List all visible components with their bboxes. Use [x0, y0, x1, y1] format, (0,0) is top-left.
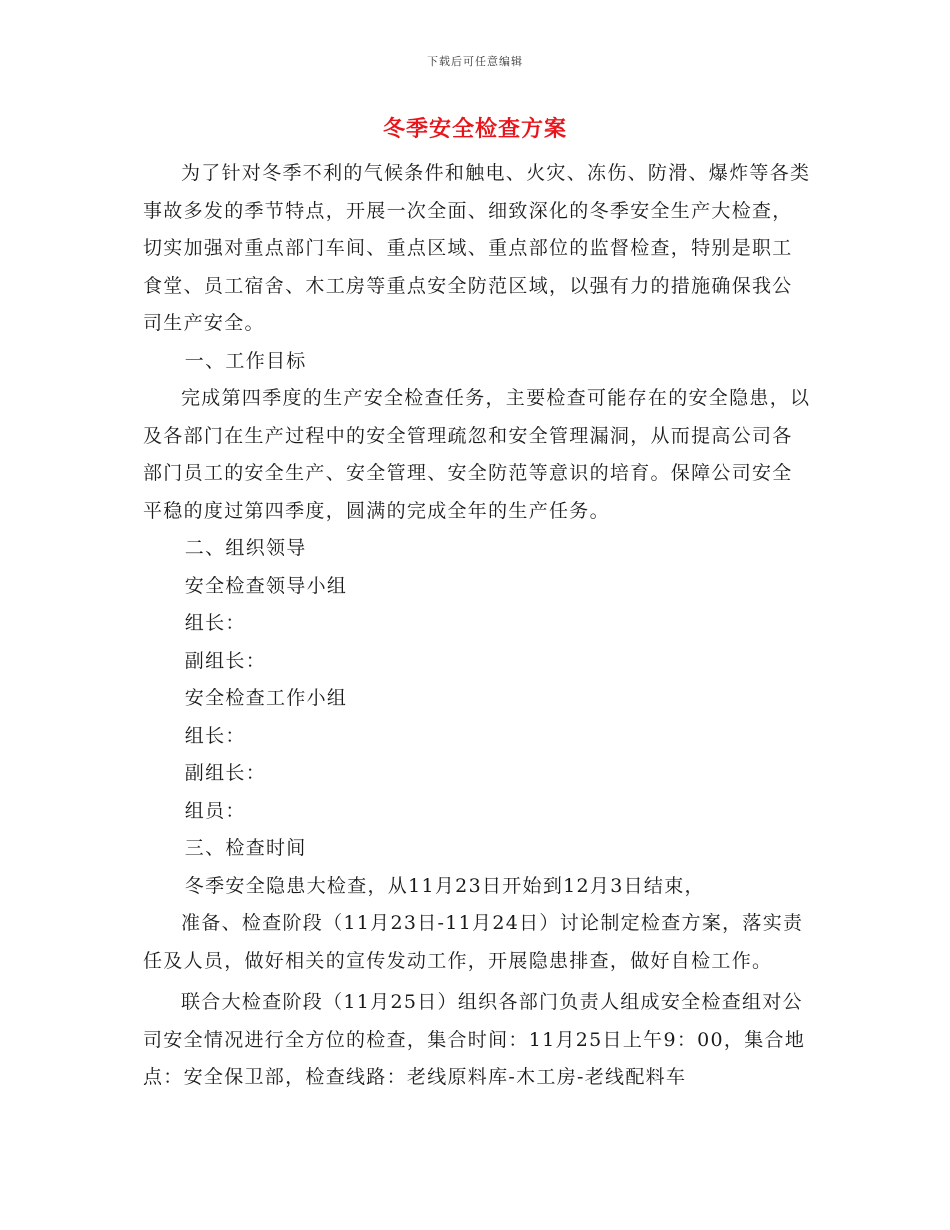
- leader-group-head: 组长：: [184, 612, 246, 634]
- section-heading-goals: 一、工作目标: [184, 349, 307, 372]
- document-body: [143, 155, 811, 1097]
- goal-paragraph: 完成第四季度的生产安全检查任务，主要检查可能存在的安全隐患，以及各部门在生产过程中的安全管理疏忽和安全管理漏洞，从而提高公司各部门员工的安全生产、安全管理、安全防范等意识的培育。保障公司安全平稳的度过第四季度，圆满的完成全年的生产任务。: [143, 387, 811, 522]
- section-heading-time: 三、检查时间: [184, 837, 307, 859]
- work-group-label: 安全检查工作小组: [184, 687, 348, 709]
- time-range-line: 冬季安全隐患大检查，从11月23日开始到12月3日结束，: [184, 874, 705, 897]
- document-title: 冬季安全检查方案: [382, 116, 567, 142]
- work-group-members: 组员：: [184, 799, 246, 822]
- work-group-head: 组长：: [184, 724, 246, 747]
- leader-group-label: 安全检查领导小组: [184, 574, 348, 597]
- joint-stage-paragraph: 联合大检查阶段（11月25日）组织各部门负责人组成安全检查组对公司安全情况进行全方位的检查，集合时间：11月25日上午9：00，集合地点：安全保卫部，检查线路：老线原料库-木工房-老线配料车: [143, 991, 806, 1088]
- section-heading-organization: 二、组织领导: [184, 537, 307, 559]
- leader-group-deputy: 副组长：: [184, 649, 266, 672]
- prep-stage-paragraph: 准备、检查阶段（11月23日-11月24日）讨论制定检查方案，落实责任及人员，做好相关的宣传发动工作，开展隐患排查，做好自检工作。: [143, 912, 804, 972]
- work-group-deputy: 副组长：: [184, 762, 266, 784]
- header-note: 下载后可任意编辑: [427, 55, 523, 68]
- intro-paragraph: 为了针对冬季不利的气候条件和触电、火灾、冻伤、防滑、爆炸等各类事故多发的季节特点，开展一次全面、细致深化的冬季安全生产大检查，切实加强对重点部门车间、重点区域、重点部位的监督检查，特别是职工食堂、员工宿舍、木工房等重点安全防范区域，以强有力的措施确保我公司生产安全。: [143, 162, 811, 334]
